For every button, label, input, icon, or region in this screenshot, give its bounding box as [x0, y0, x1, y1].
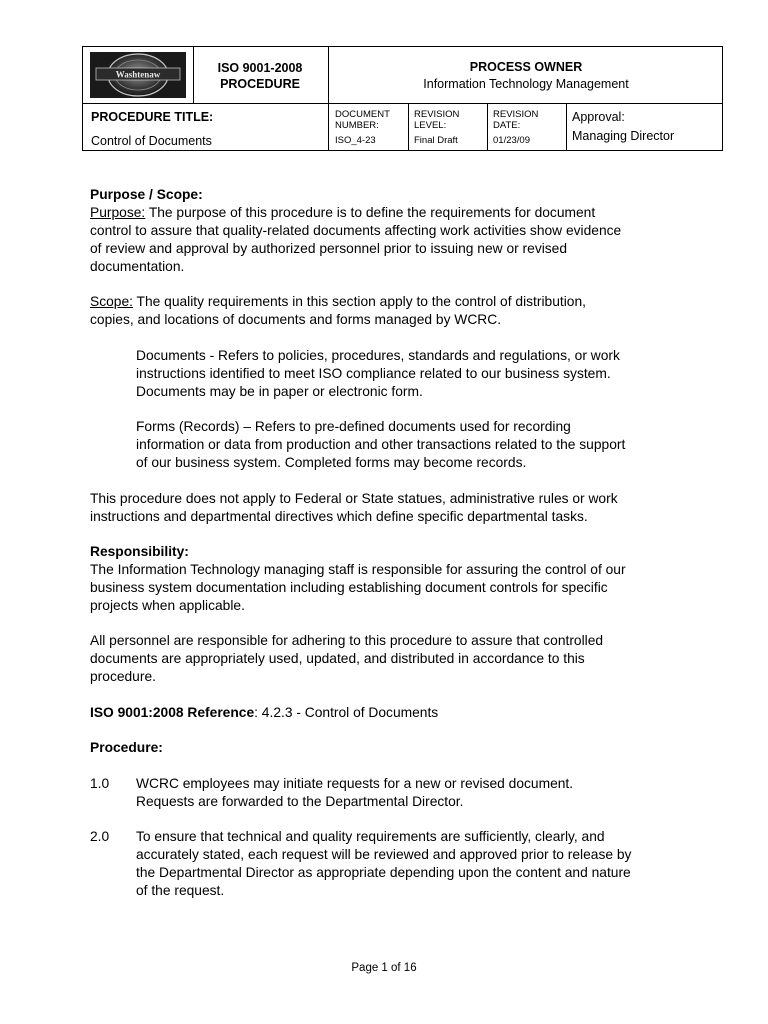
header-table	[82, 46, 723, 151]
process-owner-label: PROCESS OWNER	[469, 60, 583, 74]
iso-reference-line	[90, 704, 438, 722]
all-personnel-line: documents are appropriately used, updated, and distributed in accordance to this	[90, 651, 585, 666]
scope-line: copies, and locations of documents and forms managed by WCRC.	[90, 312, 502, 327]
scope-line: Scope: The quality requirements in this section apply to the control of distribution,	[90, 294, 586, 309]
step-1-line: Requests are forwarded to the Departmental Director.	[136, 794, 464, 809]
doc-number-label: DOCUMENT NUMBER:	[335, 109, 390, 131]
iso-line-2: PROCEDURE	[220, 77, 300, 91]
revision-date-value: 01/23/09	[493, 135, 530, 146]
approval-block	[572, 108, 674, 146]
not-apply-line: This procedure does not apply to Federal or State statues, administrative rules or work	[90, 491, 618, 506]
header-row-2	[83, 104, 722, 151]
step-2-line: To ensure that technical and quality requirements are sufficiently, clearly, and	[136, 829, 605, 844]
all-personnel-line: All personnel are responsible for adhering to this procedure to assure that controlled	[90, 633, 604, 648]
scope-label: Scope:	[90, 294, 133, 309]
purpose-scope-heading: Purpose / Scope:	[90, 187, 203, 202]
divider	[193, 47, 194, 104]
step-2-number: 2.0	[90, 829, 110, 844]
iso-line-1: ISO 9001-2008	[217, 61, 303, 75]
process-owner-block	[329, 59, 723, 93]
page-number: Page 1 of 16	[351, 962, 417, 974]
iso-reference-label: ISO 9001:2008 Reference	[90, 705, 255, 720]
purpose-line: of review and approval by authorized personnel prior to issuing new or revised	[90, 241, 568, 256]
documents-definition-line: instructions identified to meet ISO compliance related to our business system.	[136, 366, 611, 381]
iso-reference-value: : 4.2.3 - Control of Documents	[254, 705, 439, 720]
responsibility-heading: Responsibility:	[90, 544, 189, 559]
divider	[408, 104, 409, 151]
process-owner-value: Information Technology Management	[423, 77, 629, 91]
forms-definition-line: information or data from production and other transactions related to the support	[136, 437, 626, 452]
responsibility-line: business system documentation including establishing document controls for specific	[90, 580, 608, 595]
approval-label: Approval:	[572, 110, 625, 124]
step-2-line: the Departmental Director as appropriate depending upon the content and nature	[136, 865, 631, 880]
not-apply-line: instructions and departmental directives which define specific departmental tasks.	[90, 509, 588, 524]
divider	[487, 104, 488, 151]
step-2-line: accurately stated, each request will be reviewed and approved prior to release by	[136, 847, 632, 862]
purpose-line: Purpose: The purpose of this procedure is to define the requirements for document	[90, 205, 596, 220]
washtenaw-logo	[90, 52, 186, 98]
responsibility-line: The Information Technology managing staff is responsible for assuring the control of our	[90, 562, 626, 577]
purpose-label: Purpose:	[90, 205, 146, 220]
doc-number-value: ISO_4-23	[335, 135, 376, 146]
purpose-line: documentation.	[90, 259, 185, 274]
all-personnel-line: procedure.	[90, 669, 156, 684]
procedure-heading: Procedure:	[90, 740, 163, 755]
procedure-title-label: PROCEDURE TITLE:	[91, 110, 214, 124]
divider	[566, 104, 567, 151]
divider	[328, 104, 329, 151]
logo-text: Washtenaw	[115, 69, 161, 80]
revision-date-label: REVISION DATE:	[493, 109, 539, 131]
step-1-number: 1.0	[90, 776, 110, 791]
iso-procedure-title	[205, 60, 315, 92]
forms-definition-line: Forms (Records) – Refers to pre-defined documents used for recording	[136, 419, 571, 434]
procedure-title-value: Control of Documents	[91, 134, 212, 148]
documents-definition-line: Documents may be in paper or electronic form.	[136, 384, 423, 399]
revision-level-value: Final Draft	[414, 135, 458, 146]
step-2-line: of the request.	[136, 883, 225, 898]
approval-value: Managing Director	[572, 129, 675, 143]
forms-definition-line: of our business system. Completed forms may become records.	[136, 455, 527, 470]
responsibility-line: projects when applicable.	[90, 598, 245, 613]
step-1-line: WCRC employees may initiate requests for a new or revised document.	[136, 776, 574, 791]
documents-definition-line: Documents - Refers to policies, procedures, standards and regulations, or work	[136, 348, 620, 363]
purpose-line: control to assure that quality-related documents affecting work activities show evidence	[90, 223, 622, 238]
header-row-1	[83, 47, 722, 104]
revision-level-label: REVISION LEVEL:	[414, 109, 460, 131]
